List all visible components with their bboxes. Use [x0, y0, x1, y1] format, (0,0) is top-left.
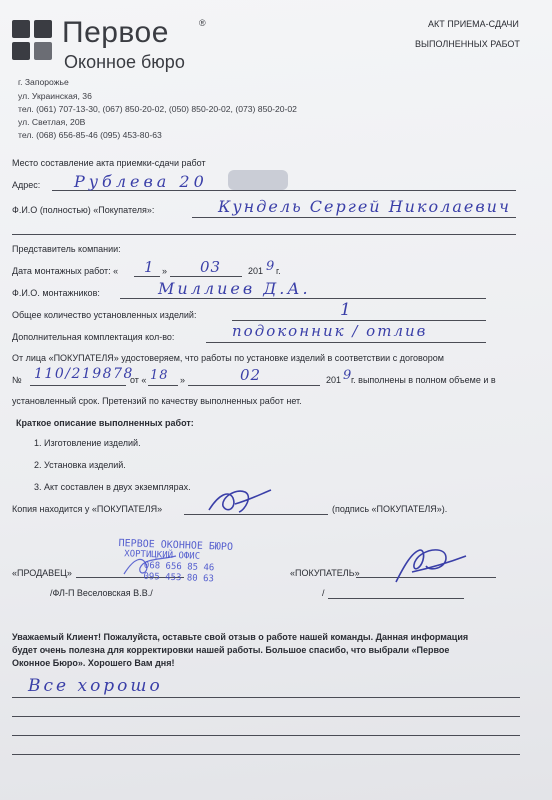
count-label: Общее количество установленных изделий: [12, 310, 197, 320]
statement-no-label: № [12, 375, 22, 385]
installers-value: Миллиев Д.А. [158, 279, 311, 298]
installers-label: Ф.И.О. монтажников: [12, 288, 100, 298]
stamp-line1: ПЕРВОЕ ОКОННОЕ БЮРО [118, 538, 234, 554]
logo-squares-icon [12, 20, 54, 62]
contract-month: 02 [240, 366, 262, 384]
statement-line2-tail: г. выполнены в полном объеме и в [351, 375, 496, 385]
contract-sep: » [180, 375, 186, 385]
date-sep: » [162, 266, 168, 276]
contract-day: 18 [150, 368, 169, 383]
stamp-line2: ХОРТИЦКИЙ ОФИС [124, 549, 201, 562]
date-year-suffix: г. [276, 266, 281, 276]
logo-line1: Первое [62, 16, 169, 49]
address-value: Рублева 20 [74, 172, 208, 191]
date-year-prefix: 201 [248, 266, 264, 276]
statement-from-label: от « [130, 375, 147, 385]
contact-phones1: тел. (061) 707-13-30, (067) 850-20-02, (050) 850-20-02, (073) 850-20-02 [18, 104, 297, 114]
copy-suffix: (подпись «ПОКУПАТЕЛЯ»). [332, 504, 448, 514]
date-year-digit: 9 [266, 259, 276, 274]
doc-title-line1: АКТ ПРИЕМА-СДАЧИ [428, 19, 519, 29]
date-day: 1 [144, 258, 155, 276]
buyer-value: Кундель Сергей Николаевич [218, 197, 511, 216]
summary-item-3: 3. Акт составлен в двух экземплярах. [34, 482, 191, 492]
seller-name: /ФЛ-П Веселовская В.В./ [50, 588, 153, 598]
doc-title-line2: ВЫПОЛНЕННЫХ РАБОТ [415, 39, 520, 49]
thanks-line3: Оконное Бюро». Хорошего Вам дня! [12, 658, 175, 668]
thanks-line2: будет очень полезна для корректировки нашей работы. Большое спасибо, что выбрали «Первое [12, 645, 450, 655]
summary-item-2: 2. Установка изделий. [34, 460, 126, 470]
buyer-sign-label: «ПОКУПАТЕЛЬ» [290, 568, 360, 578]
extra-value: подоконник / отлив [232, 322, 428, 340]
seller-label: «ПРОДАВЕЦ» [12, 568, 72, 578]
blurred-house-number [228, 170, 288, 190]
contract-year-digit: 9 [343, 368, 353, 383]
summary-item-1: 1. Изготовление изделий. [34, 438, 141, 448]
date-month: 03 [200, 258, 222, 276]
logo-registered: ® [199, 18, 206, 28]
extra-label: Дополнительная комплектация кол-во: [12, 332, 175, 342]
seller-signature-icon [120, 552, 180, 582]
review-text: Все хорошо [28, 676, 163, 696]
rep-label: Представитель компании: [12, 244, 121, 254]
statement-line1: От лица «ПОКУПАТЕЛЯ» удостоверяем, что работы по установке изделий в соответствии с договором [12, 353, 444, 363]
buyer-label: Ф.И.О (полностью) «Покупателя»: [12, 205, 155, 215]
statement-line3: установленный срок. Претензий по качеству выполненных работ нет. [12, 396, 302, 406]
contact-city: г. Запорожье [18, 77, 69, 87]
stamp-line4: 095 453 80 63 [143, 571, 215, 585]
thanks-line1: Уважаемый Клиент! Пожалуйста, оставьте свой отзыв о работе нашей команды. Данная информация [12, 632, 469, 642]
place-label: Место составление акта приемки-сдачи работ [12, 158, 206, 168]
buyer-signature-2-icon [390, 542, 470, 586]
summary-heading: Краткое описание выполненных работ: [16, 418, 194, 428]
contract-year-prefix: 201 [326, 375, 342, 385]
count-value: 1 [340, 300, 352, 320]
contract-number: 110/219878 [34, 366, 134, 382]
address-label: Адрес: [12, 180, 41, 190]
stamp-line3: 068 656 85 46 [143, 560, 215, 574]
logo-line2: Оконное бюро [64, 52, 185, 72]
contact-phones2: тел. (068) 656-85-46 (095) 453-80-63 [18, 130, 162, 140]
date-label: Дата монтажных работ: « [12, 266, 119, 276]
buyer-sign-name: / [322, 588, 325, 598]
buyer-signature-1-icon [205, 484, 275, 520]
copy-prefix: Копия находится у «ПОКУПАТЕЛЯ» [12, 504, 163, 514]
contact-street1: ул. Украинская, 36 [18, 91, 92, 101]
contact-street2: ул. Светлая, 20В [18, 117, 86, 127]
